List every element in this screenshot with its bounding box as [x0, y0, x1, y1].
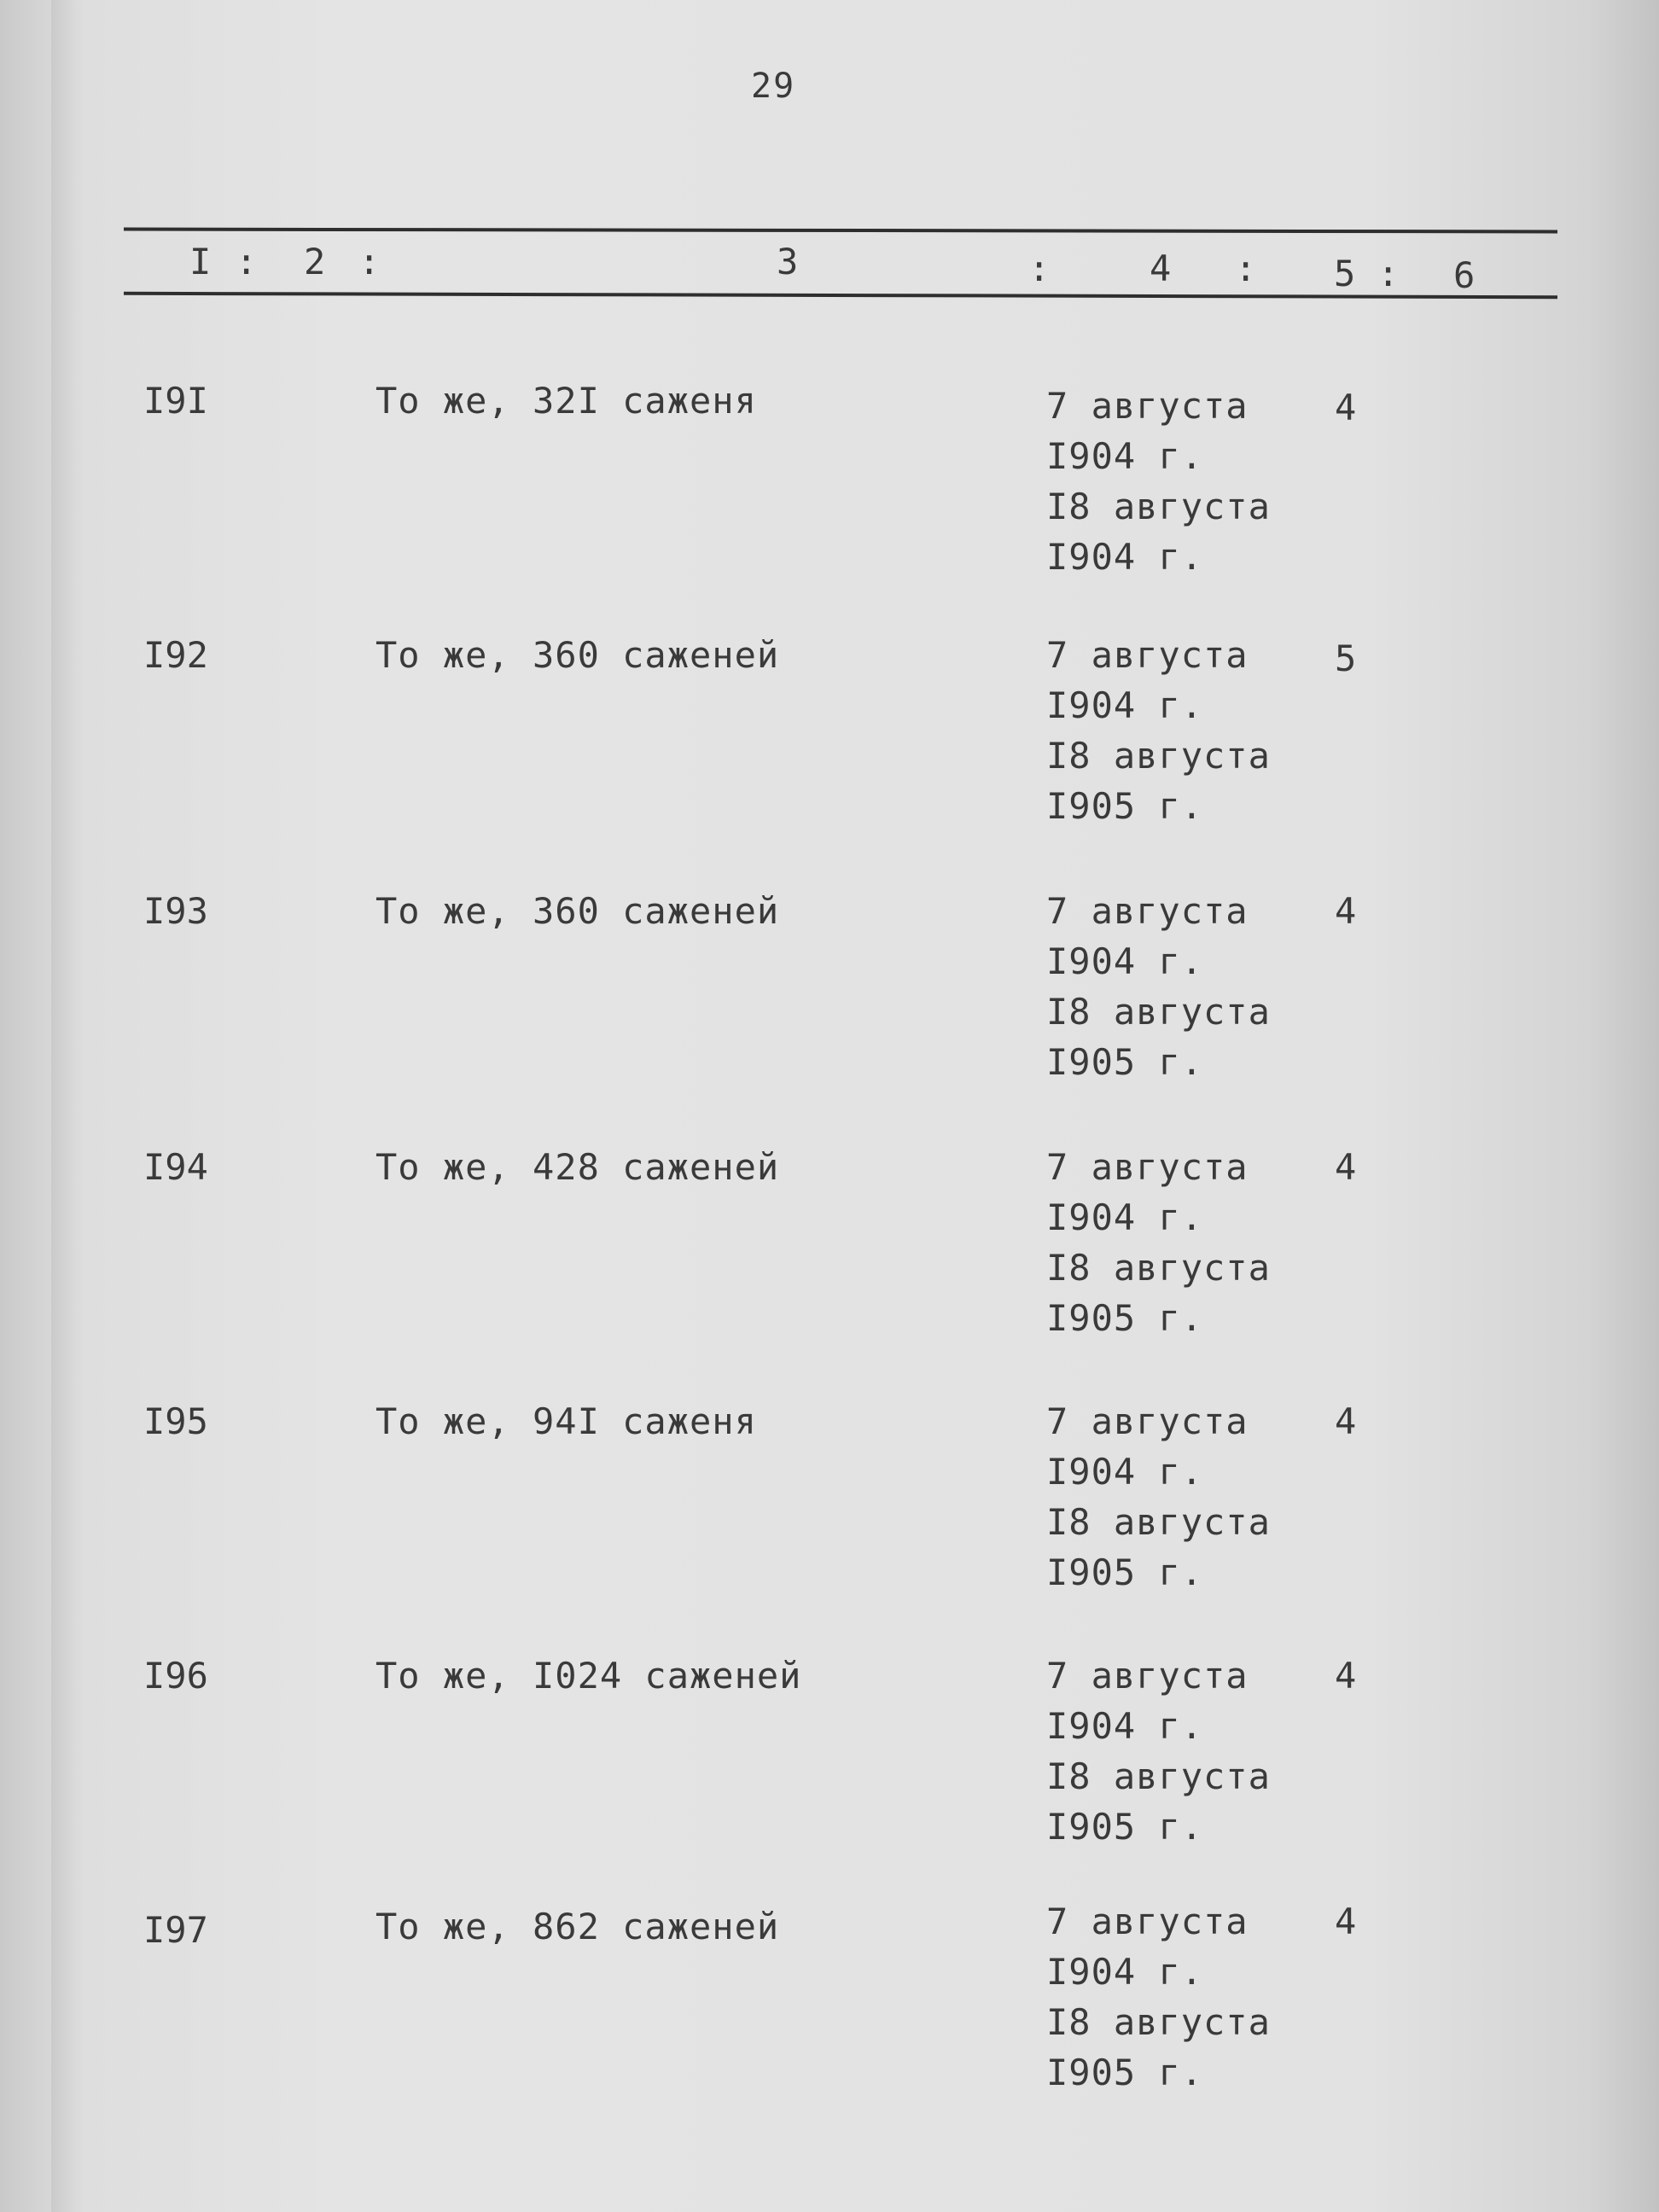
header-col-6: 6: [1453, 254, 1476, 296]
table-row: [0, 630, 1659, 852]
row-number: I95: [143, 1400, 208, 1442]
table-row: [0, 886, 1659, 1108]
row-end-date: I8 августа: [1046, 735, 1271, 777]
header-separator: :: [1235, 247, 1257, 289]
row-start-year: I904 г.: [1046, 940, 1204, 982]
row-end-date: I8 августа: [1046, 486, 1271, 527]
table-row: [0, 1896, 1659, 2118]
row-description: То же, 360 саженей: [375, 634, 780, 676]
row-number: I94: [143, 1146, 208, 1188]
table-row: [0, 1396, 1659, 1618]
header-col-2: 2: [304, 241, 326, 282]
table-top-rule: [124, 228, 1557, 234]
row-start-year: I904 г.: [1046, 684, 1204, 726]
page-number: 29: [751, 67, 796, 106]
row-count: 4: [1335, 1146, 1357, 1188]
row-dates: [1046, 886, 1271, 1087]
row-end-year: I905 г.: [1046, 1297, 1204, 1339]
row-number: I92: [143, 634, 208, 676]
row-end-year: I904 г.: [1046, 536, 1204, 578]
header-col-3: 3: [777, 241, 799, 282]
header-separator: :: [236, 241, 258, 282]
row-start-year: I904 г.: [1046, 1951, 1204, 1993]
row-description: То же, 94I саженя: [375, 1400, 757, 1442]
row-description: То же, 862 саженей: [375, 1906, 780, 1947]
row-number: I93: [143, 890, 208, 932]
row-count: 4: [1335, 1400, 1357, 1442]
row-end-date: I8 августа: [1046, 1501, 1271, 1543]
header-col-4: 4: [1150, 247, 1172, 289]
row-count: 5: [1335, 637, 1357, 679]
header-separator: :: [1028, 247, 1051, 289]
table-row: [0, 375, 1659, 597]
row-start-date: 7 августа: [1046, 1901, 1249, 1942]
row-start-date: 7 августа: [1046, 1655, 1249, 1697]
table-row: [0, 1142, 1659, 1364]
row-number: I9I: [143, 380, 208, 422]
row-count: 4: [1335, 1655, 1357, 1697]
row-end-year: I905 г.: [1046, 785, 1204, 827]
row-dates: [1046, 630, 1271, 831]
row-count: 4: [1335, 387, 1357, 428]
row-start-date: 7 августа: [1046, 1400, 1249, 1442]
row-count: 4: [1335, 1901, 1357, 1942]
row-end-year: I905 г.: [1046, 1806, 1204, 1848]
row-dates: [1046, 1396, 1271, 1598]
row-description: То же, I024 саженей: [375, 1655, 802, 1697]
row-start-year: I904 г.: [1046, 1451, 1204, 1493]
table-row: [0, 1650, 1659, 1872]
header-col-1: I: [189, 241, 212, 282]
row-end-year: I905 г.: [1046, 2052, 1204, 2093]
row-dates: [1046, 1650, 1271, 1852]
row-end-date: I8 августа: [1046, 2001, 1271, 2043]
row-end-date: I8 августа: [1046, 991, 1271, 1033]
row-description: То же, 428 саженей: [375, 1146, 780, 1188]
row-end-date: I8 августа: [1046, 1755, 1271, 1797]
row-description: То же, 360 саженей: [375, 890, 780, 932]
row-start-date: 7 августа: [1046, 385, 1249, 427]
header-separator: :: [358, 241, 381, 282]
row-start-date: 7 августа: [1046, 890, 1249, 932]
row-number: I97: [143, 1909, 208, 1951]
row-number: I96: [143, 1655, 208, 1697]
row-start-date: 7 августа: [1046, 634, 1249, 676]
row-start-year: I904 г.: [1046, 435, 1204, 477]
row-description: То же, 32I саженя: [375, 380, 757, 422]
row-end-date: I8 августа: [1046, 1247, 1271, 1289]
row-dates: [1046, 1142, 1271, 1343]
row-dates: [1046, 381, 1271, 582]
row-count: 4: [1335, 890, 1357, 932]
row-start-year: I904 г.: [1046, 1196, 1204, 1238]
row-dates: [1046, 1896, 1271, 2098]
header-col-5: 5: [1334, 253, 1356, 294]
row-end-year: I905 г.: [1046, 1041, 1204, 1083]
row-start-date: 7 августа: [1046, 1146, 1249, 1188]
header-separator: :: [1377, 253, 1400, 294]
row-start-year: I904 г.: [1046, 1705, 1204, 1747]
row-end-year: I905 г.: [1046, 1551, 1204, 1593]
